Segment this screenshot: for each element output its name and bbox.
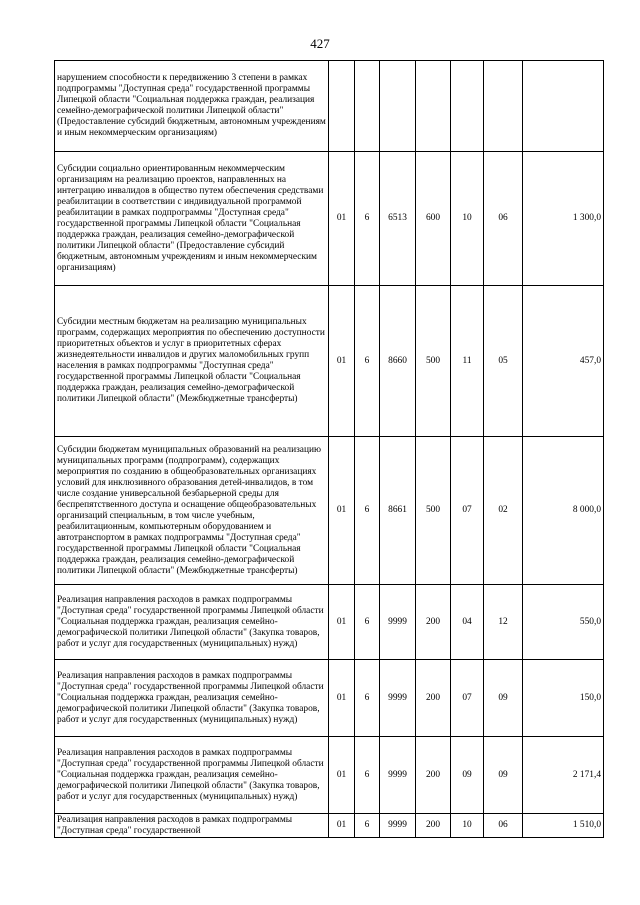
row-description: Субсидии социально ориентированным некоммерческим организациям на реализацию проектов, направленных на интеграцию инвалидов в общество путем обеспечения средствами реабилитации в соответствии с индивидуальной программой реабилитации в рамках подпрограммы "Доступная среда" государственной программы Липецкой области "Социальная поддержка граждан, реализация семейно-демографической политики Липецкой области" (Предоставление субсидий бюджетным, автономным учреждениям и иным некоммерческим организациям) bbox=[55, 152, 329, 286]
row-description: Реализация направления расходов в рамках подпрограммы "Доступная среда" государственной bbox=[55, 814, 329, 838]
code-subprogram: 6 bbox=[355, 737, 380, 814]
code-program: 01 bbox=[329, 152, 355, 286]
table-row bbox=[55, 152, 604, 286]
code-direction: 6513 bbox=[380, 152, 416, 286]
code-program: 01 bbox=[329, 660, 355, 737]
table-row bbox=[55, 61, 604, 152]
code-subsection: 06 bbox=[484, 152, 523, 286]
table-row bbox=[55, 585, 604, 660]
row-description: Реализация направления расходов в рамках подпрограммы "Доступная среда" государственной программы Липецкой области "Социальная поддержка граждан, реализация семейно-демографической политики Липецкой области" (Закупка товаров, работ и услуг для государственных (муниципальных) нужд) bbox=[55, 660, 329, 737]
row-description: Субсидии бюджетам муниципальных образований на реализацию муниципальных программ (подпрограмм), содержащих мероприятия по созданию в общеобразовательных организациях условий для инклюзивного образования детей-инвалидов, в том числе создание универсальной безбарьерной среды для беспрепятственного доступа и оснащение общеобразовательных организаций специальным, в том числе учебным, реабилитационным, компьютерным оборудованием и автотранспортом в рамках подпрограммы "Доступная среда" государственной программы Липецкой области "Социальная поддержка граждан, реализация семейно-демографической политики Липецкой области" (Межбюджетные трансферты) bbox=[55, 437, 329, 585]
code-subprogram: 6 bbox=[355, 437, 380, 585]
code-subprogram bbox=[355, 61, 380, 152]
budget-table bbox=[54, 60, 604, 838]
amount: 1 510,0 bbox=[523, 814, 604, 838]
row-description: Реализация направления расходов в рамках подпрограммы "Доступная среда" государственной программы Липецкой области "Социальная поддержка граждан, реализация семейно-демографической политики Липецкой области" (Закупка товаров, работ и услуг для государственных (муниципальных) нужд) bbox=[55, 585, 329, 660]
row-description: нарушением способности к передвижению 3 степени в рамках подпрограммы "Доступная среда" государственной программы Липецкой области "Социальная поддержка граждан, реализация семейно-демографической политики Липецкой области" (Предоставление субсидий бюджетным, автономным учреждениям и иным некоммерческим организациям) bbox=[55, 61, 329, 152]
table-row bbox=[55, 737, 604, 814]
code-expense-type: 200 bbox=[416, 814, 451, 838]
code-subsection: 02 bbox=[484, 437, 523, 585]
code-section bbox=[451, 61, 484, 152]
code-subsection: 05 bbox=[484, 286, 523, 437]
page-number: 427 bbox=[310, 36, 330, 51]
code-subsection: 12 bbox=[484, 585, 523, 660]
code-expense-type: 500 bbox=[416, 286, 451, 437]
amount: 1 300,0 bbox=[523, 152, 604, 286]
code-subprogram: 6 bbox=[355, 286, 380, 437]
code-section: 11 bbox=[451, 286, 484, 437]
code-direction: 9999 bbox=[380, 660, 416, 737]
code-program: 01 bbox=[329, 737, 355, 814]
code-subsection bbox=[484, 61, 523, 152]
code-direction: 9999 bbox=[380, 585, 416, 660]
row-description: Реализация направления расходов в рамках подпрограммы "Доступная среда" государственной программы Липецкой области "Социальная поддержка граждан, реализация семейно-демографической политики Липецкой области" (Закупка товаров, работ и услуг для государственных (муниципальных) нужд) bbox=[55, 737, 329, 814]
code-subprogram: 6 bbox=[355, 585, 380, 660]
code-section: 10 bbox=[451, 814, 484, 838]
code-direction bbox=[380, 61, 416, 152]
code-program bbox=[329, 61, 355, 152]
code-subprogram: 6 bbox=[355, 814, 380, 838]
code-direction: 8660 bbox=[380, 286, 416, 437]
code-program: 01 bbox=[329, 585, 355, 660]
code-subsection: 09 bbox=[484, 737, 523, 814]
code-section: 10 bbox=[451, 152, 484, 286]
code-direction: 9999 bbox=[380, 814, 416, 838]
table-row bbox=[55, 286, 604, 437]
code-direction: 8661 bbox=[380, 437, 416, 585]
code-expense-type: 500 bbox=[416, 437, 451, 585]
table-row bbox=[55, 437, 604, 585]
amount: 457,0 bbox=[523, 286, 604, 437]
table-row bbox=[55, 660, 604, 737]
code-section: 07 bbox=[451, 660, 484, 737]
code-direction: 9999 bbox=[380, 737, 416, 814]
code-expense-type bbox=[416, 61, 451, 152]
code-subprogram: 6 bbox=[355, 660, 380, 737]
row-description: Субсидии местным бюджетам на реализацию муниципальных программ, содержащих мероприятия по обеспечению доступности приоритетных объектов и услуг в приоритетных сферах жизнедеятельности инвалидов и других маломобильных групп населения в рамках подпрограммы "Доступная среда" государственной программы Липецкой области "Социальная поддержка граждан, реализация семейно-демографической политики Липецкой области" (Межбюджетные трансферты) bbox=[55, 286, 329, 437]
code-section: 07 bbox=[451, 437, 484, 585]
code-section: 04 bbox=[451, 585, 484, 660]
table-row bbox=[55, 814, 604, 838]
code-subsection: 09 bbox=[484, 660, 523, 737]
amount bbox=[523, 61, 604, 152]
code-program: 01 bbox=[329, 814, 355, 838]
amount: 8 000,0 bbox=[523, 437, 604, 585]
code-program: 01 bbox=[329, 437, 355, 585]
code-section: 09 bbox=[451, 737, 484, 814]
code-program: 01 bbox=[329, 286, 355, 437]
amount: 150,0 bbox=[523, 660, 604, 737]
code-expense-type: 600 bbox=[416, 152, 451, 286]
code-expense-type: 200 bbox=[416, 737, 451, 814]
amount: 550,0 bbox=[523, 585, 604, 660]
code-subsection: 06 bbox=[484, 814, 523, 838]
amount: 2 171,4 bbox=[523, 737, 604, 814]
code-subprogram: 6 bbox=[355, 152, 380, 286]
code-expense-type: 200 bbox=[416, 660, 451, 737]
code-expense-type: 200 bbox=[416, 585, 451, 660]
